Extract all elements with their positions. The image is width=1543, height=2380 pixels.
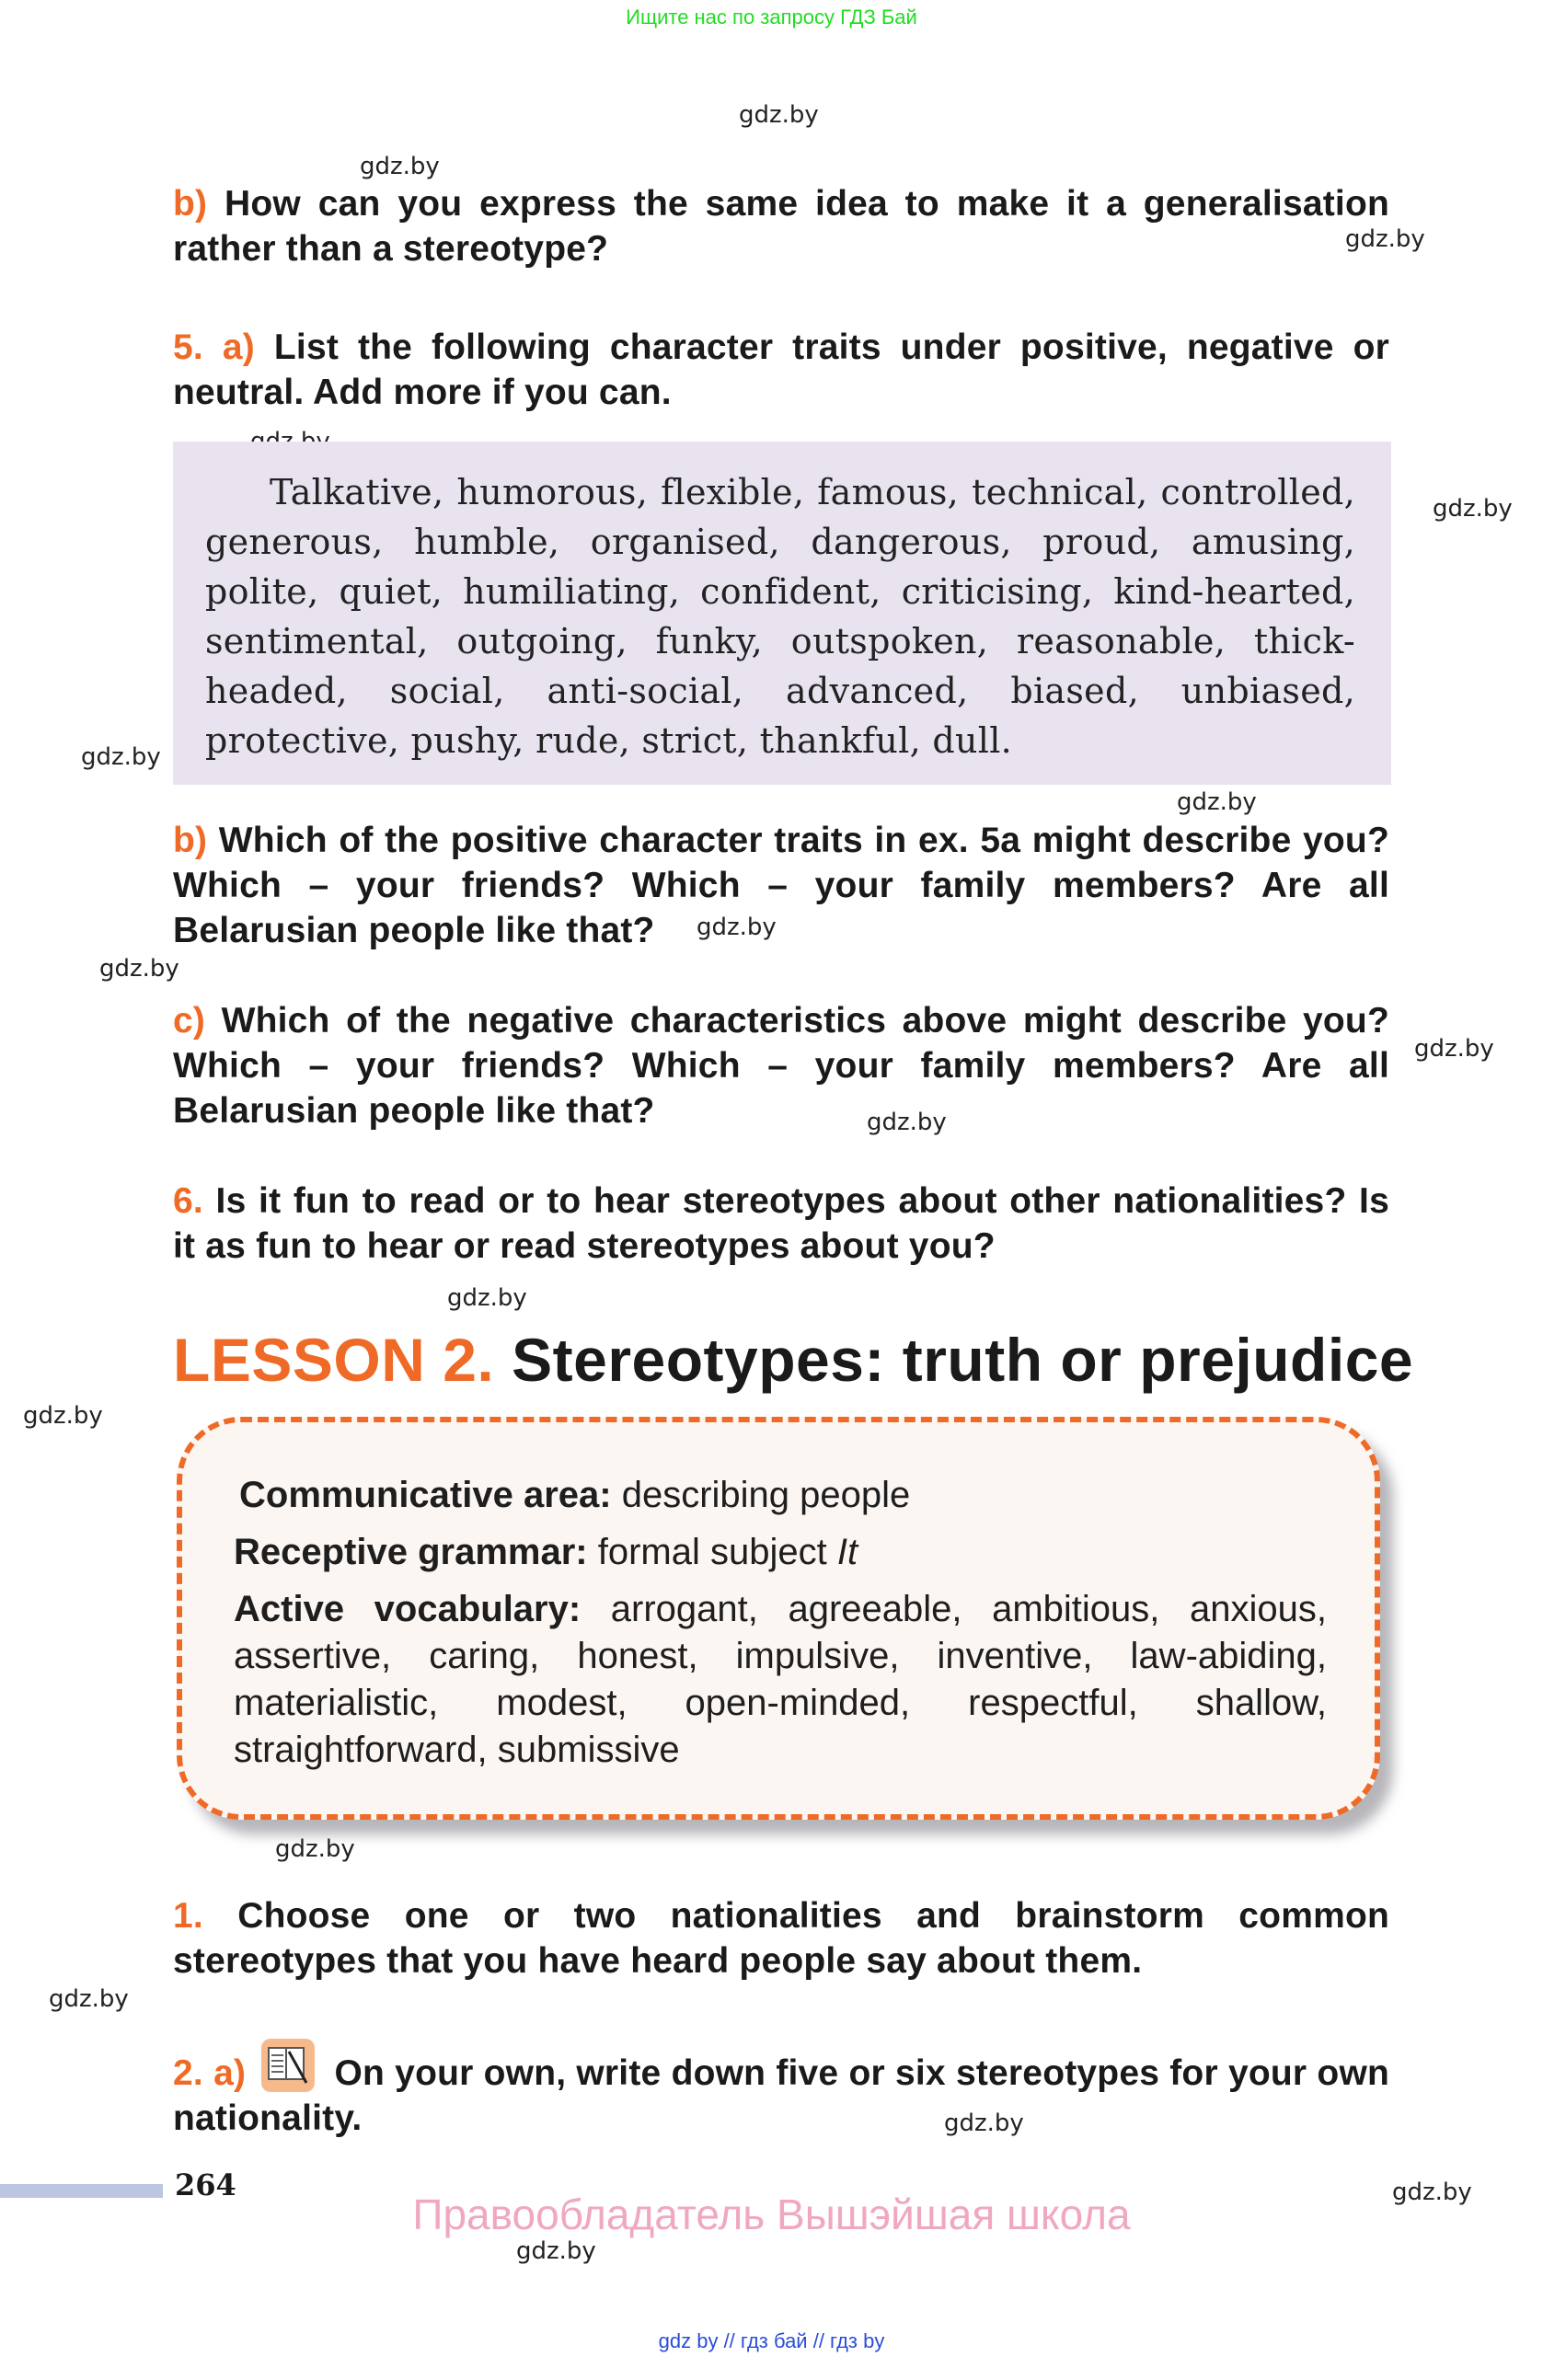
watermark: gdz.by — [81, 743, 161, 771]
traits-rest: controlled, generous, humble, organised, dangerous, proud, amusing, polite, quiet, humiliating, confident, criticising, kind-hearted, sentimental, outgoing, funky, outspoken, reasonable, thick-headed, social, anti-social, advanced, biased, unbiased, protective, pushy, rude, strict, thankful, dull. — [205, 472, 1355, 761]
watermark: gdz.by — [360, 153, 440, 180]
exercise-number: 5. — [173, 328, 203, 367]
communicative-area-value: describing people — [621, 1475, 911, 1515]
exercise-5a — [173, 325, 1389, 415]
exercise-label: a) — [222, 328, 255, 367]
watermark: gdz.by — [697, 914, 777, 941]
character-traits-box — [173, 442, 1391, 785]
active-vocabulary — [234, 1586, 1327, 1774]
exercise-label: a) — [213, 2053, 247, 2093]
exercise-text: Which of the positive character traits in ex. 5a might describe you? Which – your friends? Which – your family members? Are all Belarusian people like that? — [173, 821, 1389, 950]
exercise-number: 6. — [173, 1181, 203, 1221]
communicative-area — [239, 1472, 910, 1519]
lesson-title — [173, 1325, 1413, 1395]
footer-links[interactable]: gdz by // гдз бай // гдз by — [658, 2329, 885, 2352]
exercise-text: List the following character traits under positive, negative or neutral. Add more if you can. — [173, 328, 1389, 412]
exercise-text: Choose one or two nationalities and brainstorm common stereotypes that you have heard people say about them. — [173, 1896, 1389, 1981]
watermark: gdz.by — [1345, 225, 1425, 253]
exercise-text: How can you express the same idea to make it a generalisation rather than a stereotype? — [173, 184, 1389, 269]
notebook-writing-icon — [261, 2039, 315, 2092]
top-banner: Ищите нас по запросу ГДЗ Бай — [626, 6, 917, 29]
watermark: gdz.by — [99, 955, 179, 983]
receptive-grammar-italic: It — [836, 1532, 858, 1572]
receptive-grammar — [234, 1529, 858, 1576]
watermark: gdz.by — [867, 1109, 947, 1136]
exercise-label: c) — [173, 1001, 206, 1041]
watermark: gdz.by — [49, 1985, 129, 2013]
exercise-6 — [173, 1179, 1389, 1269]
lesson-overview-box — [177, 1417, 1380, 1820]
watermark: gdz.by — [1433, 495, 1513, 523]
copyright-notice: Правообладатель Вышэйшая школа — [412, 2190, 1131, 2238]
exercise-label: b) — [173, 184, 208, 224]
exercise-5c — [173, 998, 1389, 1133]
watermark: gdz.by — [23, 1402, 103, 1430]
lesson-exercise-2a — [173, 2039, 1389, 2141]
lesson-number: LESSON 2. — [173, 1326, 495, 1394]
watermark: gdz.by — [447, 1284, 527, 1312]
exercise-number: 2. — [173, 2053, 203, 2093]
character-traits-list — [205, 467, 1355, 765]
exercise-text: On your own, write down five or six stereotypes for your own nationality. — [173, 2053, 1390, 2138]
communicative-area-label: Communicative area: — [239, 1475, 612, 1515]
page-number: 264 — [175, 2167, 236, 2202]
exercise-number: 1. — [173, 1896, 203, 1936]
watermark: gdz.by — [275, 1835, 355, 1863]
traits-first-line: Talkative, humorous, flexible, famous, technical, — [270, 472, 1148, 512]
watermark: gdz.by — [944, 2110, 1024, 2137]
active-vocabulary-value: arrogant, agreeable, ambitious, anxious, assertive, caring, honest, impulsive, inventive, law-abiding, materialistic, modest, open-minded, respectful, shallow, straightforward, submissive — [234, 1589, 1327, 1770]
lesson-exercise-1 — [173, 1893, 1389, 1983]
exercise-text: Is it fun to read or to hear stereotypes about other nationalities? Is it as fun to hear or read stereotypes about you? — [173, 1181, 1389, 1266]
lesson-title-text: Stereotypes: truth or prejudice — [512, 1326, 1414, 1394]
receptive-grammar-label: Receptive grammar: — [234, 1532, 588, 1572]
watermark: gdz.by — [1392, 2179, 1472, 2206]
watermark: gdz.by — [1177, 788, 1257, 816]
exercise-label: b) — [173, 821, 208, 860]
exercise-text: Which of the negative characteristics above might describe you? Which – your friends? Which – your family members? Are all Belarusian people like that? — [173, 1001, 1389, 1131]
exercise-5b — [173, 818, 1389, 953]
watermark: gdz.by — [1414, 1035, 1494, 1063]
exercise-4b — [173, 181, 1389, 271]
watermark: gdz.by — [739, 101, 819, 129]
watermark: gdz.by — [516, 2237, 596, 2265]
receptive-grammar-value: formal subject — [597, 1532, 837, 1572]
active-vocabulary-label: Active vocabulary: — [234, 1589, 582, 1629]
